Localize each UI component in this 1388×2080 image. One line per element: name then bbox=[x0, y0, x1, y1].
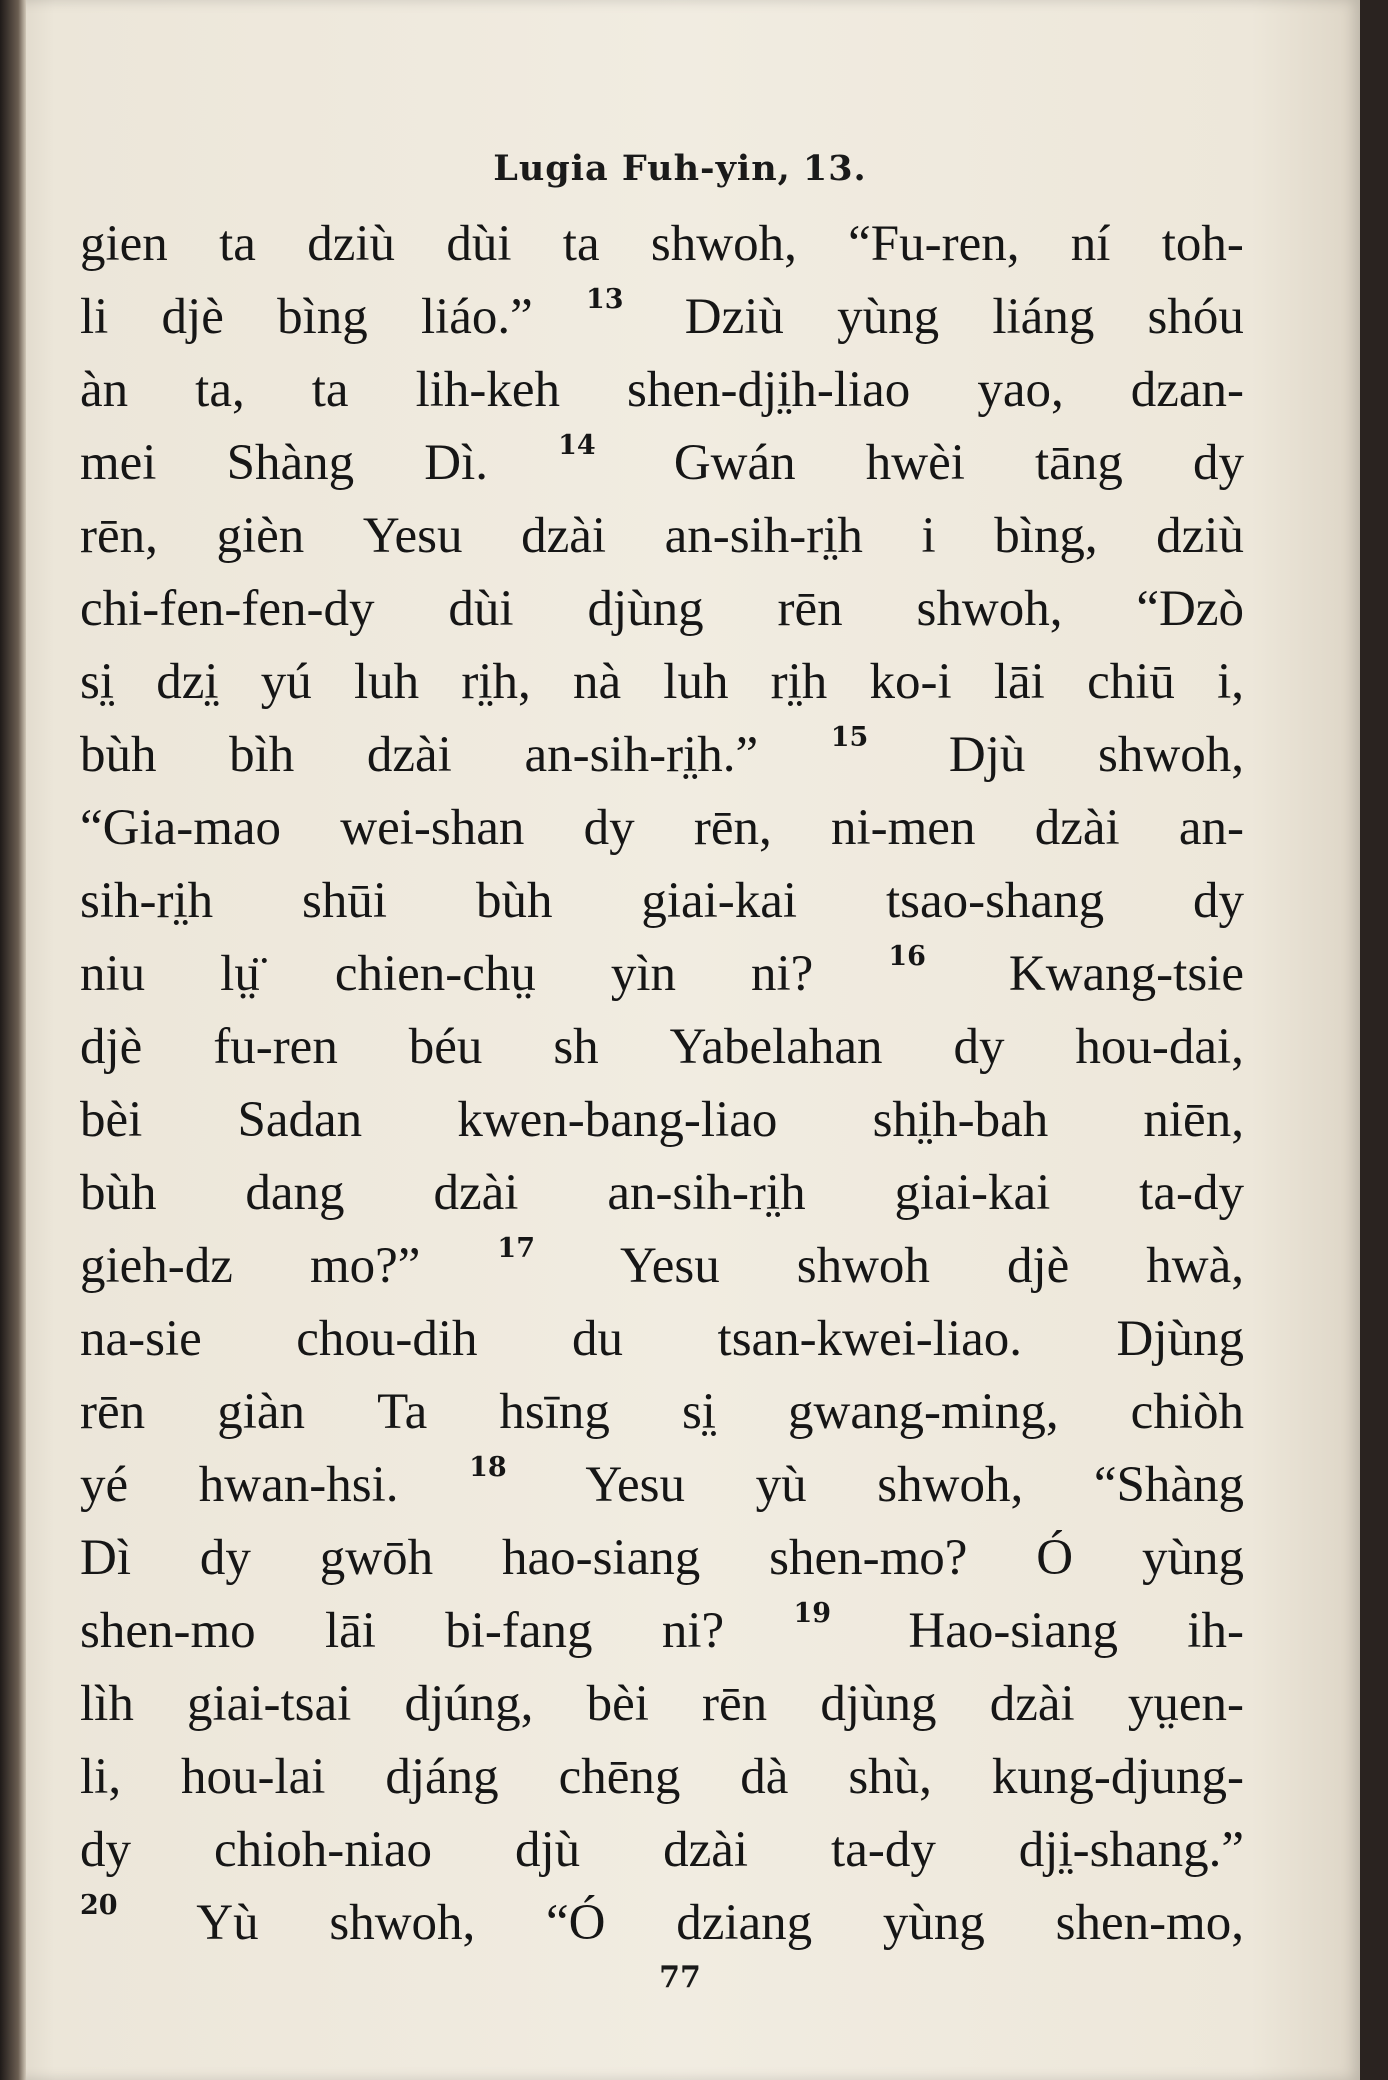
word: djè bbox=[80, 1019, 143, 1075]
word: ni? bbox=[751, 946, 814, 1002]
word: lāi bbox=[324, 1603, 376, 1659]
word: ní bbox=[1070, 216, 1111, 272]
word: gieh-dz bbox=[80, 1238, 233, 1294]
word: shen-dji̤h-liao bbox=[627, 362, 911, 418]
word: Ta bbox=[377, 1384, 428, 1440]
word: chēng bbox=[558, 1749, 681, 1805]
word: rēn bbox=[777, 581, 843, 637]
word: Dì. bbox=[424, 435, 488, 491]
word: dzan- bbox=[1130, 362, 1244, 418]
word: hao-siang bbox=[501, 1530, 701, 1586]
word: “Fu-ren, bbox=[848, 216, 1020, 272]
word: an-sih-ri̤h bbox=[607, 1165, 806, 1221]
word: hou-lai bbox=[181, 1749, 326, 1805]
word: si̤ bbox=[80, 654, 115, 710]
word: shen-mo, bbox=[1055, 1895, 1244, 1951]
text-body bbox=[80, 208, 1244, 1960]
word: yé bbox=[80, 1457, 129, 1513]
word: yao, bbox=[977, 362, 1064, 418]
word: Shàng bbox=[226, 435, 355, 491]
verse-number: 18 bbox=[469, 1452, 507, 1483]
word: dji̤-shang.” bbox=[1018, 1822, 1244, 1878]
word: dy bbox=[199, 1530, 251, 1586]
word: ta bbox=[219, 216, 256, 272]
word: Sadan bbox=[237, 1092, 363, 1148]
word: dziù bbox=[1156, 508, 1244, 564]
word: ni? bbox=[661, 1603, 725, 1659]
text-line bbox=[80, 1011, 1244, 1084]
word: àn bbox=[80, 362, 129, 418]
word: an-sih-ri̤h bbox=[664, 508, 863, 564]
word: ta bbox=[562, 216, 600, 272]
word: wei-shan bbox=[340, 800, 525, 856]
text-line bbox=[80, 208, 1244, 281]
text-line bbox=[80, 1157, 1244, 1230]
word: Djùng bbox=[1116, 1311, 1244, 1367]
word: rēn bbox=[702, 1676, 768, 1732]
text-line bbox=[80, 354, 1244, 427]
word: hou-dai, bbox=[1075, 1019, 1244, 1075]
word: “Shàng bbox=[1093, 1457, 1244, 1513]
word: luh bbox=[663, 654, 729, 710]
verse-number: 17 bbox=[497, 1233, 535, 1264]
text-line bbox=[80, 1084, 1244, 1157]
word: bìng, bbox=[994, 508, 1098, 564]
text-line bbox=[80, 1230, 1244, 1303]
word: bùh bbox=[80, 727, 157, 783]
word: shūi bbox=[302, 873, 388, 929]
text-line bbox=[80, 1595, 1244, 1668]
word: shù, bbox=[848, 1749, 932, 1805]
word: tsao-shang bbox=[885, 873, 1105, 929]
word: béu bbox=[408, 1019, 483, 1075]
word: sih-ri̤h bbox=[80, 873, 214, 929]
word: chiū bbox=[1087, 654, 1175, 710]
word: djè bbox=[161, 289, 224, 345]
word: shi̤h-bah bbox=[872, 1092, 1049, 1148]
text-line bbox=[80, 1376, 1244, 1449]
word: Dì bbox=[80, 1530, 131, 1586]
word: rēn bbox=[80, 1384, 146, 1440]
word: Djù bbox=[948, 727, 1026, 783]
word: shóu bbox=[1147, 289, 1244, 345]
word: ta-dy bbox=[1139, 1165, 1244, 1221]
text-line bbox=[80, 427, 1244, 500]
word: dy bbox=[583, 800, 635, 856]
word: shen-mo bbox=[80, 1603, 256, 1659]
word: sh bbox=[553, 1019, 599, 1075]
text-line bbox=[80, 646, 1244, 719]
word: “Ó bbox=[546, 1895, 606, 1951]
word: bìh bbox=[229, 727, 295, 783]
word: giai-kai bbox=[641, 873, 798, 929]
word: niēn, bbox=[1143, 1092, 1244, 1148]
word: “Gia-mao bbox=[80, 800, 282, 856]
word: chien-chṳ bbox=[334, 946, 536, 1002]
word: dziù bbox=[307, 216, 396, 272]
verse-number: 13 bbox=[586, 284, 624, 315]
word: bùh bbox=[475, 873, 553, 929]
word: Yesu bbox=[585, 1457, 686, 1513]
word: dzài bbox=[366, 727, 452, 783]
word: djè bbox=[1006, 1238, 1070, 1294]
word: lāi bbox=[993, 654, 1045, 710]
word: dzài bbox=[433, 1165, 519, 1221]
header-chapter: 13. bbox=[802, 148, 867, 189]
text-line bbox=[80, 1668, 1244, 1741]
text-line bbox=[80, 1741, 1244, 1814]
word: bèi bbox=[80, 1092, 143, 1148]
text-line bbox=[80, 938, 1244, 1011]
word: djúng, bbox=[404, 1676, 534, 1732]
word: dùi bbox=[446, 216, 512, 272]
text-line bbox=[80, 865, 1244, 938]
word: yìn bbox=[610, 946, 677, 1002]
word: chioh-niao bbox=[213, 1822, 433, 1878]
word: shwoh, bbox=[916, 581, 1063, 637]
text-line bbox=[80, 1522, 1244, 1595]
text-line bbox=[80, 1303, 1244, 1376]
word: shen-mo? bbox=[769, 1530, 968, 1586]
word: yṳen- bbox=[1127, 1676, 1244, 1732]
word: gwang-ming, bbox=[788, 1384, 1059, 1440]
word: ko-i bbox=[869, 654, 952, 710]
word: ta, bbox=[195, 362, 245, 418]
word: djùng bbox=[820, 1676, 937, 1732]
word: Dziù bbox=[684, 289, 784, 345]
word: chiòh bbox=[1130, 1384, 1244, 1440]
word: shwoh, bbox=[877, 1457, 1024, 1513]
word: djù bbox=[515, 1822, 581, 1878]
text-line bbox=[80, 281, 1244, 354]
word: ni-men bbox=[830, 800, 976, 856]
word: hwèi bbox=[865, 435, 965, 491]
text-line bbox=[80, 719, 1244, 792]
word: ih- bbox=[1187, 1603, 1244, 1659]
word: shwoh, bbox=[329, 1895, 476, 1951]
word: i bbox=[921, 508, 936, 564]
word: Yesu bbox=[620, 1238, 720, 1294]
word: lih-keh bbox=[415, 362, 561, 418]
word: ta-dy bbox=[831, 1822, 936, 1878]
word: ri̤h bbox=[770, 654, 828, 710]
verse-number: 19 bbox=[793, 1598, 832, 1629]
word: Yesu bbox=[362, 508, 463, 564]
word: dang bbox=[245, 1165, 345, 1221]
word: fu-ren bbox=[213, 1019, 338, 1075]
word: gien bbox=[80, 216, 168, 272]
header-title: Lugia Fuh-yin, bbox=[493, 148, 791, 189]
word: giàn bbox=[217, 1384, 305, 1440]
word: kung-djung- bbox=[991, 1749, 1244, 1805]
word: liáng bbox=[992, 289, 1095, 345]
word: djùng bbox=[587, 581, 704, 637]
text-line bbox=[80, 573, 1244, 646]
word: toh- bbox=[1161, 216, 1244, 272]
word: liáo.” bbox=[420, 289, 533, 345]
verse-number: 14 bbox=[558, 430, 596, 461]
word: i, bbox=[1217, 654, 1244, 710]
running-header bbox=[0, 148, 1360, 189]
text-line bbox=[80, 1814, 1244, 1887]
book-binding bbox=[0, 0, 26, 2080]
verse-number: 20 bbox=[80, 1890, 118, 1921]
word: ta bbox=[311, 362, 349, 418]
word: Yabelahan bbox=[669, 1019, 883, 1075]
text-line bbox=[80, 792, 1244, 865]
word: dùi bbox=[448, 581, 514, 637]
word: dy bbox=[1192, 873, 1244, 929]
word: dzi̤ bbox=[156, 654, 219, 710]
word: bi-fang bbox=[445, 1603, 593, 1659]
word: Hao-siang bbox=[908, 1603, 1118, 1659]
word: shwoh bbox=[796, 1238, 930, 1294]
word: nà bbox=[572, 654, 622, 710]
word: lṳ̈ bbox=[220, 946, 260, 1002]
word: dzài bbox=[521, 508, 607, 564]
word: gièn bbox=[216, 508, 305, 564]
word: an-sih-ri̤h.” bbox=[524, 727, 759, 783]
word: bùh bbox=[80, 1165, 157, 1221]
word: chou-dih bbox=[296, 1311, 478, 1367]
word: hsīng bbox=[499, 1384, 610, 1440]
word: shwoh, bbox=[1098, 727, 1244, 783]
word: lìh bbox=[80, 1676, 134, 1732]
verse-number: 15 bbox=[830, 722, 869, 753]
word: tsan-kwei-liao. bbox=[717, 1311, 1023, 1367]
word: bèi bbox=[586, 1676, 649, 1732]
word: giai-kai bbox=[894, 1165, 1051, 1221]
word: bìng bbox=[277, 289, 368, 345]
word: du bbox=[572, 1311, 624, 1367]
word: dy bbox=[953, 1019, 1005, 1075]
word: Gwán bbox=[673, 435, 796, 491]
word: li bbox=[80, 289, 109, 345]
word: hwan-hsi. bbox=[198, 1457, 399, 1513]
word: li, bbox=[80, 1749, 122, 1805]
word: hwà, bbox=[1146, 1238, 1244, 1294]
word: tāng bbox=[1035, 435, 1123, 491]
word: rēn, bbox=[80, 508, 158, 564]
word: djáng bbox=[385, 1749, 499, 1805]
word: Ó bbox=[1036, 1530, 1074, 1586]
word: dy bbox=[1192, 435, 1244, 491]
verse-number: 16 bbox=[888, 941, 926, 972]
word: si̤ bbox=[681, 1384, 716, 1440]
word: na-sie bbox=[80, 1311, 202, 1367]
word: yù bbox=[755, 1457, 807, 1513]
word: rēn, bbox=[693, 800, 772, 856]
word: yùng bbox=[1142, 1530, 1244, 1586]
word: yùng bbox=[837, 289, 940, 345]
word: dzài bbox=[1034, 800, 1120, 856]
word: ri̤h, bbox=[461, 654, 531, 710]
word: shwoh, bbox=[650, 216, 797, 272]
word: Kwang-tsie bbox=[1008, 946, 1244, 1002]
text-line bbox=[80, 1449, 1244, 1522]
word: Yù bbox=[196, 1895, 259, 1951]
word: gwōh bbox=[319, 1530, 434, 1586]
word: dy bbox=[80, 1822, 131, 1878]
word: kwen-bang-liao bbox=[457, 1092, 778, 1148]
word: chi-fen-fen-dy bbox=[80, 581, 375, 637]
word: niu bbox=[80, 946, 146, 1002]
word: mo?” bbox=[309, 1238, 421, 1294]
word: dziang bbox=[676, 1895, 813, 1951]
word: luh bbox=[353, 654, 420, 710]
word: “Dzò bbox=[1136, 581, 1244, 637]
word: an- bbox=[1178, 800, 1244, 856]
word: giai-tsai bbox=[187, 1676, 352, 1732]
word: dà bbox=[740, 1749, 789, 1805]
text-line bbox=[80, 500, 1244, 573]
word: yú bbox=[260, 654, 312, 710]
text-line bbox=[80, 1887, 1244, 1960]
page-number: 77 bbox=[659, 1960, 701, 1995]
word: dzài bbox=[989, 1676, 1075, 1732]
word: dzài bbox=[663, 1822, 749, 1878]
word: mei bbox=[80, 435, 157, 491]
word: yùng bbox=[882, 1895, 985, 1951]
